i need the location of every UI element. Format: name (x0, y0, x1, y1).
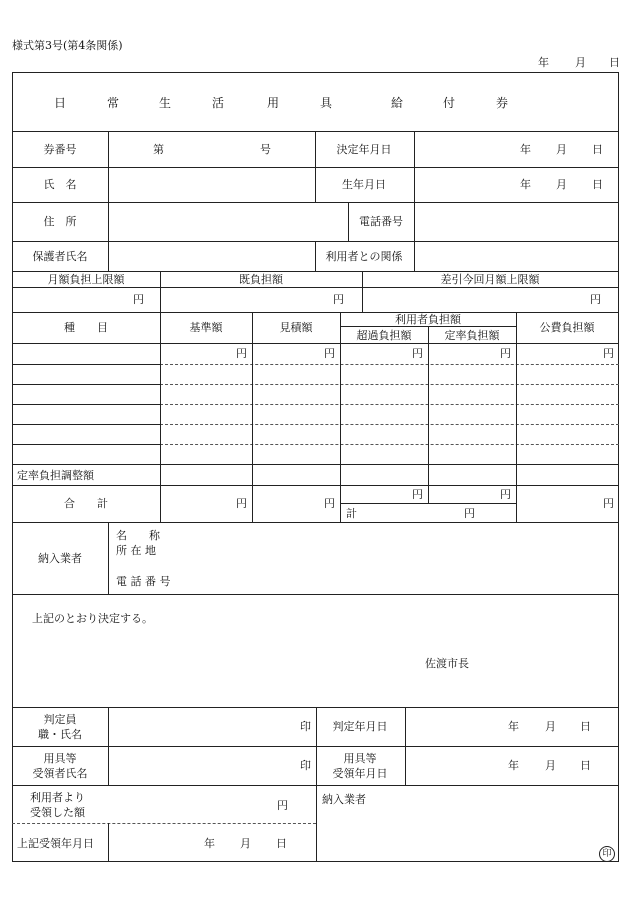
yen-unit: 円 (412, 488, 423, 501)
received-year: 年 (204, 837, 215, 850)
vendor-name-label: 名 称 (116, 529, 160, 542)
rate-adjust-label: 定率負担調整額 (17, 469, 94, 482)
issue-day-label: 日 (609, 56, 620, 69)
voucher-number-suffix: 号 (260, 143, 271, 156)
receipt-date-line2: 受領年月日 (332, 767, 388, 780)
yen-unit: 円 (333, 293, 344, 306)
rule (108, 522, 109, 594)
judge-day: 日 (580, 720, 591, 733)
received-day: 日 (276, 837, 287, 850)
remaining-limit-label: 差引今回月額上限額 (440, 273, 540, 286)
rule (315, 131, 316, 202)
title-char: 付 (442, 96, 456, 110)
rule (315, 241, 316, 271)
decision-month: 月 (556, 143, 567, 156)
dashed-rule (12, 823, 316, 824)
receipt-date-line1: 用具等 (343, 752, 377, 765)
rule (160, 312, 161, 522)
yen-unit: 円 (590, 293, 601, 306)
rule (12, 384, 160, 385)
vendor-phone-label: 電 話 番 号 (116, 575, 171, 588)
rule (12, 343, 619, 344)
title-char: 常 (106, 96, 120, 110)
yen-unit: 円 (603, 347, 614, 360)
rule (362, 271, 363, 312)
rule (428, 326, 429, 503)
decision-day: 日 (592, 143, 603, 156)
fixed-rate-header: 定率負担額 (444, 329, 500, 342)
rule (12, 312, 619, 313)
rule (108, 823, 109, 862)
received-month: 月 (240, 837, 251, 850)
decision-year: 年 (520, 143, 531, 156)
issue-year-label: 年 (538, 56, 549, 69)
seal-label: 印 (300, 720, 311, 733)
guardian-label: 保護者氏名 (32, 250, 88, 263)
judge-month: 月 (545, 720, 556, 733)
rule (160, 271, 161, 312)
vendor-location-label: 所 在 地 (116, 544, 156, 557)
rule (12, 287, 619, 288)
public-header: 公費負担額 (539, 321, 595, 334)
receipt-date-above-label: 上記受領年月日 (17, 837, 94, 850)
rule (12, 271, 619, 272)
phone-label: 電話番号 (359, 215, 403, 228)
name-label: 氏 名 (43, 178, 77, 191)
decision-date-label: 決定年月日 (336, 143, 392, 156)
form-id: 様式第3号(第4条関係) (12, 39, 123, 52)
excess-header: 超過負担額 (356, 329, 412, 342)
voucher-number-label: 券番号 (43, 143, 77, 156)
title-char: 具 (319, 96, 333, 110)
birth-year: 年 (520, 178, 531, 191)
rule (340, 312, 341, 522)
user-burden-header: 利用者負担額 (395, 313, 461, 326)
yen-unit: 円 (324, 347, 335, 360)
rule (252, 312, 253, 522)
title-char: 用 (266, 96, 280, 110)
dashed-rule (160, 364, 619, 365)
yen-unit: 円 (603, 497, 614, 510)
form-title (12, 94, 619, 110)
seal-mark-icon: 印 (599, 846, 615, 862)
rule (516, 312, 517, 522)
mayor-label: 佐渡市長 (425, 657, 469, 670)
birth-day: 日 (592, 178, 603, 191)
rule (316, 707, 317, 862)
address-label: 住 所 (43, 215, 77, 228)
rule (12, 364, 160, 365)
subtotal-label: 計 (346, 507, 357, 520)
dashed-rule (160, 404, 619, 405)
monthly-limit-label: 月額負担上限額 (47, 273, 125, 286)
yen-unit: 円 (236, 347, 247, 360)
yen-unit: 円 (500, 347, 511, 360)
issue-month-label: 月 (575, 56, 586, 69)
standard-header: 基準額 (189, 321, 223, 334)
from-user-line1: 利用者より (30, 791, 85, 804)
title-char: 給 (390, 96, 404, 110)
title-char: 券 (495, 96, 509, 110)
rule (348, 202, 349, 241)
rule (108, 131, 109, 271)
rule (12, 485, 619, 486)
yen-unit: 円 (277, 799, 288, 812)
yen-unit: 円 (500, 488, 511, 501)
judge-label-line2: 職・氏名 (38, 728, 82, 741)
item-header: 種 目 (64, 321, 108, 334)
vendor-label: 納入業者 (38, 552, 82, 565)
yen-unit: 円 (412, 347, 423, 360)
receiver-name-line1: 用具等 (43, 752, 77, 765)
judge-date-label: 判定年月日 (332, 720, 388, 733)
decision-text: 上記のとおり決定する。 (32, 612, 153, 625)
title-char: 活 (211, 96, 225, 110)
rule (12, 202, 619, 203)
already-paid-label: 既負担額 (239, 273, 283, 286)
rule (12, 424, 160, 425)
rule (12, 522, 619, 523)
receipt-year: 年 (508, 759, 519, 772)
yen-unit: 円 (324, 497, 335, 510)
rule (12, 444, 160, 445)
title-char: 日 (53, 96, 67, 110)
voucher-number-prefix: 第 (153, 143, 164, 156)
yen-unit: 円 (133, 293, 144, 306)
receiver-name-line2: 受領者氏名 (32, 767, 88, 780)
judge-year: 年 (508, 720, 519, 733)
title-char: 生 (158, 96, 172, 110)
birth-month: 月 (556, 178, 567, 191)
receipt-month: 月 (545, 759, 556, 772)
total-label: 合 計 (64, 497, 108, 510)
dashed-rule (160, 444, 619, 445)
dashed-rule (160, 384, 619, 385)
rule (414, 131, 415, 271)
relation-label: 利用者との関係 (325, 250, 403, 263)
bottom-vendor-label: 納入業者 (322, 793, 366, 806)
yen-unit: 円 (236, 497, 247, 510)
receipt-day: 日 (580, 759, 591, 772)
yen-unit: 円 (464, 507, 475, 520)
rule (405, 707, 406, 785)
rule (12, 404, 160, 405)
rule (12, 464, 619, 465)
rule (340, 503, 516, 504)
judge-label-line1: 判定員 (43, 713, 77, 726)
birth-date-label: 生年月日 (342, 178, 386, 191)
dashed-rule (160, 424, 619, 425)
seal-label: 印 (300, 759, 311, 772)
estimate-header: 見積額 (279, 321, 313, 334)
rule (108, 707, 109, 785)
from-user-line2: 受領した額 (30, 806, 85, 819)
rule (12, 594, 619, 595)
